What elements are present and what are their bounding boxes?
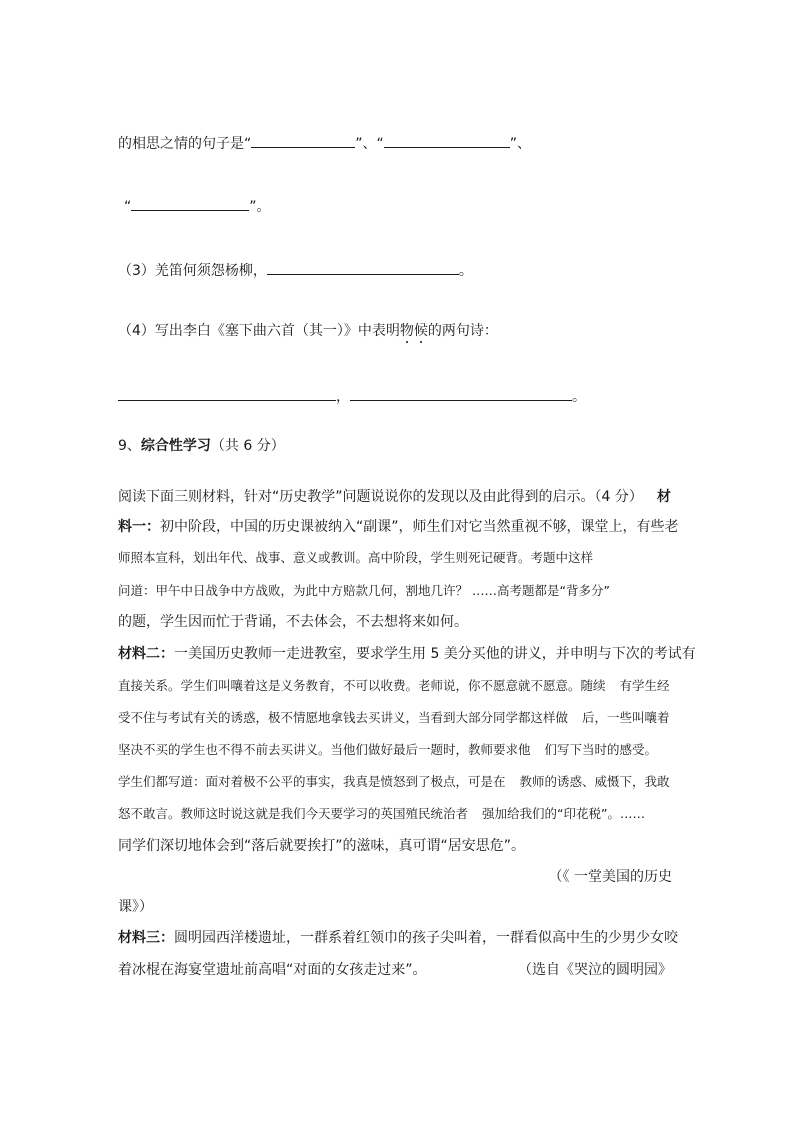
material2-source-a: （《 一堂美国的历史 <box>548 869 672 885</box>
emphasis-char-2: 候 <box>413 323 428 339</box>
answer-blank-4[interactable] <box>267 260 459 275</box>
material3-text-2: 着冰棍在海宴堂遗址前高唱“对面的女孩走过来”。 <box>118 962 427 978</box>
material2-text-4a: 坚决不买的学生也不得不前去买讲义。当他们做好最后一题时，教师要求他 <box>118 742 531 757</box>
material1-line-3 <box>118 581 610 601</box>
q9-instruction: 阅读下面三则材料，针对“历史教学”问题说说你的发现以及由此得到的启示。（4 分） <box>118 489 643 505</box>
material2-line-7 <box>118 836 525 856</box>
item4-text-b: 的两句诗： <box>427 323 498 339</box>
material1-text-4: 的题，学生因而忙于背诵，不去体会，不去想将来如何。 <box>118 614 468 630</box>
material2-line-3 <box>118 708 670 728</box>
q8-line-1 <box>118 133 531 154</box>
material3-line-2 <box>118 960 427 980</box>
material2-text-5b: 教师的诱惑、威慑下，我敢 <box>519 774 670 789</box>
material1-line-4 <box>118 612 468 632</box>
material3-label: 材料三： <box>118 930 174 946</box>
material2-line-4 <box>118 740 657 760</box>
material3-line-1 <box>118 928 678 948</box>
quote-open-2: “ <box>124 199 132 215</box>
material2-text-4b: 们写下当时的感受。 <box>544 742 658 757</box>
material2-text-7: 同学们深切地体会到“落后就要挨打”的滋味，真可谓“居安思危”。 <box>118 838 526 854</box>
material1-line-1 <box>118 517 679 537</box>
material2-line-1 <box>118 644 696 664</box>
material2-line-5 <box>118 772 670 792</box>
item3-end: 。 <box>458 263 473 279</box>
quote-close-2: ”。 <box>249 199 271 215</box>
quote-open: “ <box>244 136 252 152</box>
material1-label-a: 材 <box>656 489 671 505</box>
material2-text-6b: 强加给我们的“印花税”。…… <box>482 806 645 821</box>
comma: ， <box>336 389 350 405</box>
material2-source-b: 课》） <box>118 899 153 915</box>
emphasis-char-1: 物 <box>399 323 414 339</box>
quote-separator-2: ”、 <box>509 136 532 152</box>
material2-line-6 <box>118 804 645 824</box>
material2-text-5a: 学生们都写道：面对着极不公平的事实，我真是愤怒到了极点，可是在 <box>118 774 506 789</box>
material2-text-6a: 怒不敢言。教师这时说这就是我们今天要学习的英国殖民统治者 <box>118 806 469 821</box>
q9-heading <box>118 436 285 456</box>
material1-text-3: 问道：甲午中日战争中方战败，为此中方赔款几何，割地几许？ ……高考题都是“背多分” <box>118 583 610 598</box>
material2-text-3a: 受不住与考试有关的诱惑，极不情愿地拿钱去买讲义，当看到大部分同学都这样做 <box>118 710 569 725</box>
q8-item-3 <box>118 260 473 281</box>
period: 。 <box>572 389 586 405</box>
material1-text-1: 初中阶段，中国的历史课被纳入“副课”，师生们对它当然重视不够，课堂上，有些老 <box>160 519 679 535</box>
material3-source: （选自《哭泣的圆明园》 <box>518 962 672 978</box>
q8-item-4-answer <box>118 386 586 407</box>
item3-label: （3）羌笛何须怨杨柳， <box>118 263 267 279</box>
q8-line1-prefix: 的相思之情的句子是 <box>118 136 244 152</box>
item4-text-a: （4）写出李白《塞下曲六首（其一）》中表明 <box>118 323 400 339</box>
material2-text-2a: 直接关系。学生们叫嚷着这是义务教育，不可以收费。老师说，你不愿意就不愿意。随续 <box>118 678 606 693</box>
q8-item-4 <box>118 321 498 341</box>
q9-score: （共 6 分） <box>210 438 285 454</box>
answer-blank-2[interactable] <box>384 133 510 148</box>
material2-line-2 <box>118 676 670 696</box>
q9-number: 9、 <box>118 438 141 454</box>
q9-instruction-line <box>118 487 671 507</box>
material3-text-1: 圆明园西洋楼遗址，一群系着红领巾的孩子尖叫着，一群看似高中生的少男少女咬 <box>174 930 678 946</box>
material1-line-2 <box>118 548 593 568</box>
material2-text-2b: 有学生经 <box>619 678 670 693</box>
material2-text-3b: 后，一些叫嚷着 <box>582 710 670 725</box>
answer-blank-6[interactable] <box>350 386 572 401</box>
answer-blank-1[interactable] <box>251 133 355 148</box>
material2-label: 材料二： <box>118 646 174 662</box>
q8-line-2 <box>124 196 271 217</box>
answer-blank-5[interactable] <box>118 386 336 401</box>
material1-label-b: 料一： <box>118 519 160 535</box>
material2-text-1: 一美国历史教师一走进教室，要求学生用 5 美分买他的讲义，并申明与下次的考试有 <box>174 646 696 662</box>
q9-title: 综合性学习 <box>140 438 211 454</box>
material1-text-2: 师照本宣科，划出年代、战事、意义或教训。高中阶段，学生则死记硬背。考题中这样 <box>118 550 594 565</box>
quote-separator: ”、“ <box>355 136 384 152</box>
answer-blank-3[interactable] <box>131 196 249 211</box>
